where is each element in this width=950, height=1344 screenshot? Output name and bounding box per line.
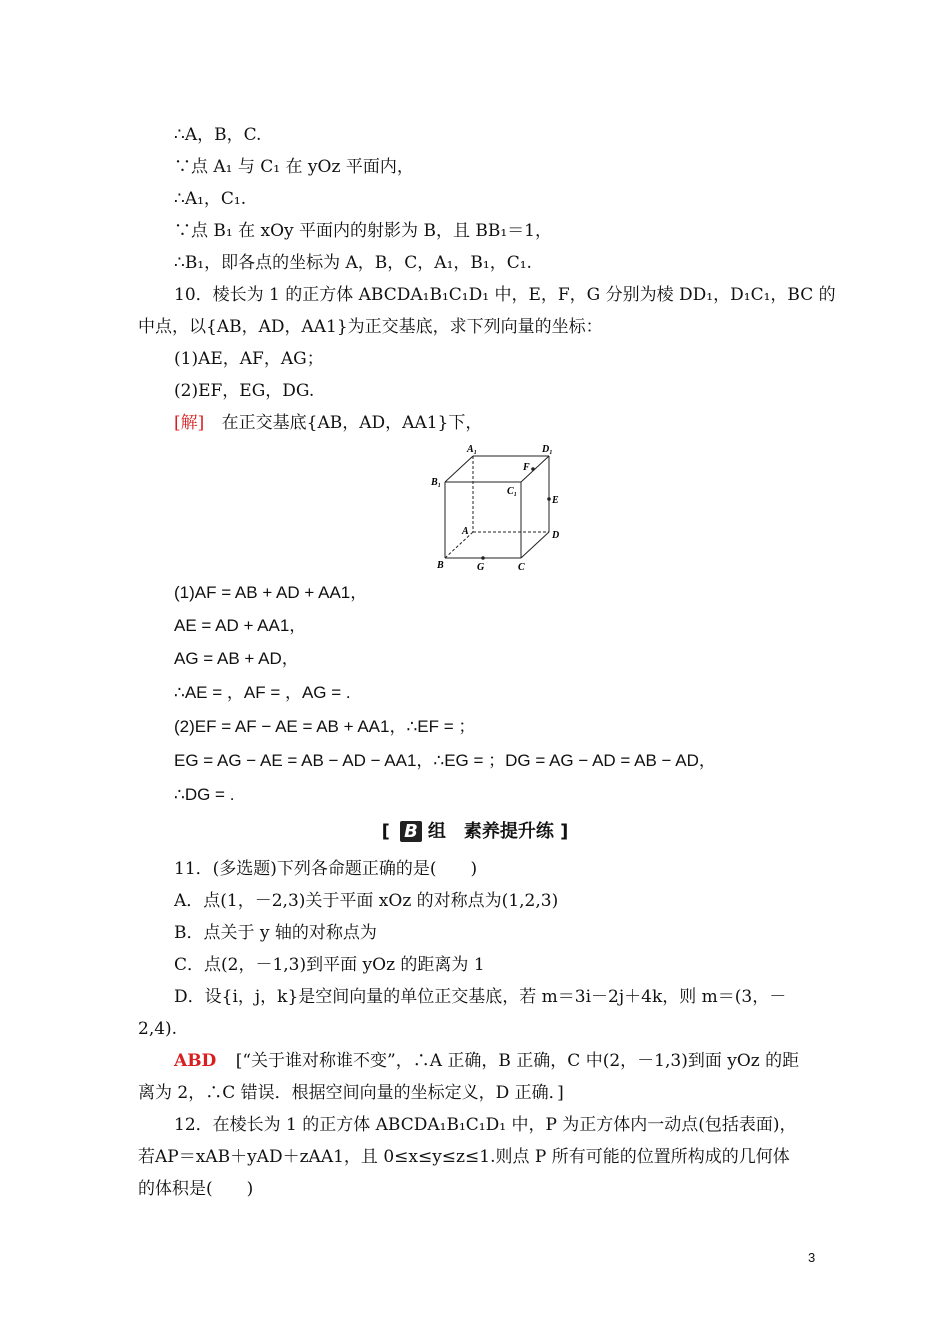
label-e: E <box>552 495 559 506</box>
label-g: G <box>477 562 485 573</box>
question-10-part2: (2)EF，EG，DG. <box>174 381 315 401</box>
question-11: 11．(多选题)下列各命题正确的是( ) <box>174 859 478 879</box>
answer-11 <box>174 1050 799 1072</box>
solution-text: 在正交基底{AB，AD，AA1}下， <box>221 413 483 433</box>
label-c1: C₁ <box>507 486 518 497</box>
text-line: ∵点 A₁ 与 C₁ 在 yOz 平面内， <box>174 157 414 177</box>
label-a1: A₁ <box>467 444 478 455</box>
point-e <box>547 497 551 501</box>
question-12: 12．在棱长为 1 的正方体 ABCDA₁B₁C₁D₁ 中，P 为正方体内一动点(包括表面)， <box>174 1115 797 1135</box>
question-10-cont: 中点，以{AB，AD，AA1}为正交基底，求下列向量的坐标： <box>138 317 603 337</box>
option-d: D．设{i，j，k}是空间向量的单位正交基底，若 m＝3i－2j＋4k，则 m＝(3，－ <box>174 987 787 1007</box>
solution-line: (2)EF = AF − AE = AB + AA1，∴EF = ； <box>174 717 476 736</box>
section-title: 组 素养提升练 <box>427 821 554 842</box>
option-c: C．点(2，－1,3)到平面 yOz 的距离为 1 <box>174 955 485 975</box>
page-number: 3 <box>808 1250 816 1265</box>
text-line: ∴A₁，C₁. <box>174 189 247 209</box>
section-bracket-open: [ <box>381 821 390 842</box>
question-12-end: 的体积是( ) <box>138 1179 254 1199</box>
label-b: B <box>437 560 444 571</box>
question-10: 10．棱长为 1 的正方体 ABCDA₁B₁C₁D₁ 中，E，F，G 分别为棱 DD₁，D₁C₁，BC 的 <box>174 285 836 305</box>
text-line: ∵点 B₁ 在 xOy 平面内的射影为 B，且 BB₁＝1， <box>174 221 552 241</box>
question-12-cont: 若AP＝xAB＋yAD＋zAA1，且 0≤x≤y≤z≤1.则点 P 所有可能的位置所构成的几何体 <box>138 1147 790 1167</box>
label-c: C <box>518 562 525 573</box>
label-b1: B₁ <box>431 477 442 488</box>
point-g <box>481 556 485 560</box>
option-a: A．点(1，－2,3)关于平面 xOz 的对称点为(1,2,3) <box>174 891 559 911</box>
label-f: F <box>523 462 530 473</box>
section-heading <box>0 817 950 843</box>
section-badge: B <box>400 821 422 842</box>
solution-line: AG = AB + AD， <box>174 649 299 668</box>
section-bracket-close: ] <box>560 821 569 842</box>
label-d: D <box>552 530 560 541</box>
option-b: B．点关于 y 轴的对称点为 <box>174 923 377 943</box>
option-d-cont: 2,4). <box>138 1019 178 1039</box>
answer-text: [“关于谁对称谁不变”，∴A 正确，B 正确，C 中(2，－1,3)到面 yOz 的距 <box>235 1051 800 1071</box>
solution-intro <box>174 412 482 434</box>
answer-tag: ABD <box>174 1051 217 1071</box>
text-line: ∴A，B，C. <box>174 125 262 145</box>
point-f <box>531 467 535 471</box>
answer-text-cont: 离为 2，∴C 错误．根据空间向量的坐标定义，D 正确．] <box>138 1083 564 1103</box>
solution-line: ∴DG = . <box>174 785 235 804</box>
solution-tag: [解] <box>174 413 205 433</box>
cube-figure <box>425 440 575 575</box>
question-10-part1: (1)AE，AF，AG； <box>174 349 324 369</box>
label-a: A <box>462 526 469 537</box>
solution-line: AE = AD + AA1， <box>174 616 307 635</box>
text-line: ∴B₁，即各点的坐标为 A，B，C，A₁，B₁，C₁. <box>174 253 532 273</box>
label-d1: D₁ <box>542 444 553 455</box>
solution-line: ∴AE = ，AF = ，AG = . <box>174 683 351 702</box>
solution-line: (1)AF = AB + AD + AA1， <box>174 583 368 602</box>
solution-line: EG = AG − AE = AB − AD − AA1，∴EG = ；DG = AG − AD = AB − AD， <box>174 751 716 770</box>
